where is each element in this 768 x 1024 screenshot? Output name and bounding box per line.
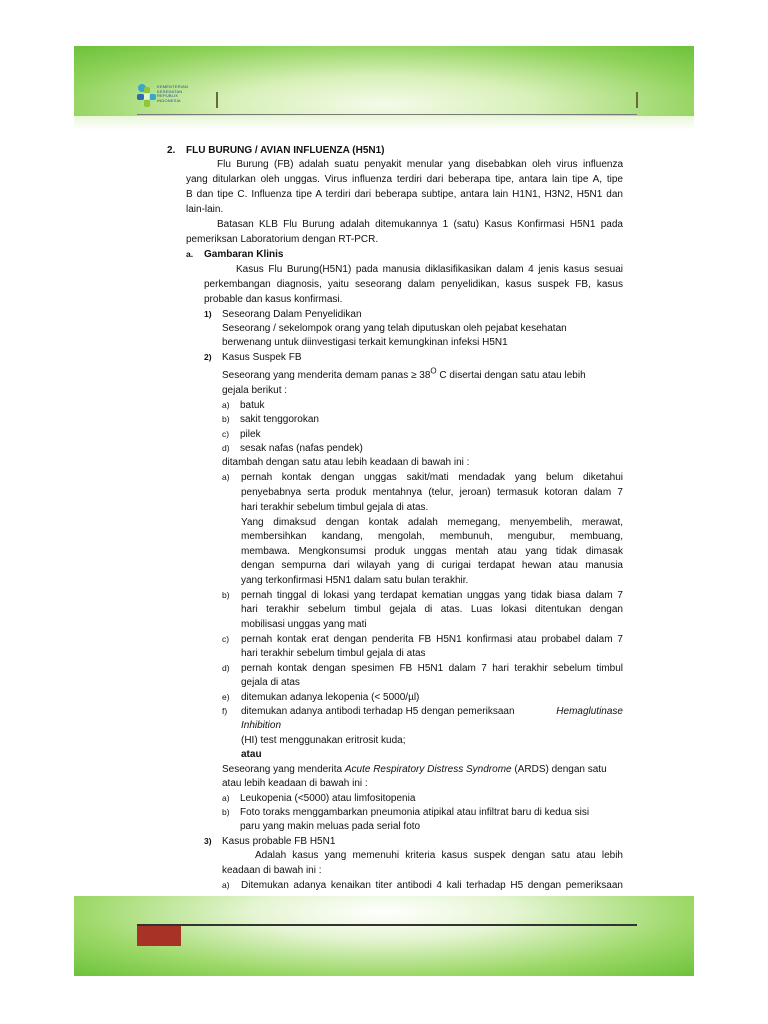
item-title: Seseorang Dalam Penyelidikan <box>222 309 362 320</box>
paragraph-line: hari terakhir sebelum timbul gejala di atas <box>241 648 426 659</box>
paragraph-line: Adalah kasus yang memenuhi kriteria kasus suspek dengan satu atau lebih <box>255 850 623 861</box>
paragraph-line: berwenang untuk diinvestigasi terkait kemungkinan infeksi H5N1 <box>222 337 508 348</box>
paragraph-line: Batasan KLB Flu Burung adalah ditemukannya 1 (satu) Kasus Konfirmasi H5N1 pada <box>217 219 623 230</box>
subsection-title: Gambaran Klinis <box>204 249 284 260</box>
footer-rule <box>137 924 637 926</box>
list-marker: c) <box>222 429 230 439</box>
paragraph-line <box>241 719 281 732</box>
paragraph-line: gejala berikut : <box>222 385 288 396</box>
paragraph-line: B dan tipe C. Influenza tipe A terdiri dari beberapa subtipe, antara lain H1N1, H3N2, H5N1 dan <box>186 189 623 200</box>
list-item: pilek <box>240 429 261 440</box>
paragraph-line: lain-lain. <box>186 204 224 215</box>
kemenkes-logo-icon <box>136 83 158 109</box>
paragraph-line: ditemukan adanya lekopenia (< 5000/µl) <box>241 692 420 703</box>
list-marker: d) <box>222 663 230 673</box>
list-marker: f) <box>222 706 228 716</box>
paragraph-line: keadaan di bawah ini : <box>222 865 322 876</box>
text-span: Seseorang yang menderita <box>222 764 345 775</box>
paragraph-line: (HI) test menggunakan eritrosit kuda; <box>241 735 406 746</box>
list-item: sesak nafas (nafas pendek) <box>240 443 363 454</box>
list-marker: a) <box>222 472 230 482</box>
paragraph-line: mobilisasi unggas yang mati <box>241 619 367 630</box>
paragraph-line: Seseorang / sekelompok orang yang telah diputuskan oleh pejabat kesehatan <box>222 323 567 334</box>
list-marker: b) <box>222 807 230 817</box>
list-marker: b) <box>222 414 230 424</box>
list-marker: a) <box>222 400 230 410</box>
italic-term: Hemaglutinase <box>556 706 623 717</box>
list-marker: e) <box>222 692 230 702</box>
paragraph-line: pemeriksan Laboratorium dengan RT-PCR. <box>186 234 379 245</box>
paragraph-line: atau lebih keadaan di bawah ini : <box>222 778 368 789</box>
paragraph-line: hari terakhir sebelum timbul gejala di atas. Luas lokasi ditentukan dengan <box>241 604 623 615</box>
paragraph-line: Flu Burung (FB) adalah suatu penyakit menular yang disebabkan oleh virus influenza <box>217 159 623 170</box>
paragraph-line: yang ditularkan oleh unggas. Virus influenza terdiri dari beberapa tipe, antara lain tipe A, tipe <box>186 174 623 185</box>
paragraph-line: hari terakhir sebelum timbul gejala di atas. <box>241 502 429 513</box>
paragraph-line <box>241 705 623 718</box>
list-item: sakit tenggorokan <box>240 414 319 425</box>
list-marker: c) <box>222 634 230 644</box>
text-span: (ARDS) dengan satu <box>511 764 607 775</box>
paragraph-line: membersihkan kandang, mengolah, membunuh, mengubur, membuang, <box>241 531 623 542</box>
section-number: 2. <box>167 145 176 156</box>
logo-text <box>157 85 188 103</box>
paragraph-line: pernah tinggal di lokasi yang terdapat kematian unggas yang tidak biasa dalam 7 <box>241 590 623 601</box>
list-item: Leukopenia (<5000) atau limfositopenia <box>240 793 416 804</box>
text-span: Seseorang yang menderita demam panas ≥ 38 <box>222 370 431 381</box>
paragraph-line: gejala di atas <box>241 677 300 688</box>
footer-page-box <box>137 926 181 946</box>
paragraph-line: perkembangan diagnosis, yaitu seseorang dalam penyelidikan, kasus suspek FB, kasus <box>204 279 623 290</box>
paragraph-line: ditambah dengan satu atau lebih keadaan di bawah ini : <box>222 457 470 468</box>
superscript: O <box>430 366 437 376</box>
list-item: batuk <box>240 400 265 411</box>
paragraph-line: yang terkonfirmasi H5N1 dalam satu bulan terakhir. <box>241 575 469 586</box>
section-title: FLU BURUNG / AVIAN INFLUENZA (H5N1) <box>186 145 385 156</box>
list-marker: a) <box>222 880 230 890</box>
paragraph-line: pernah kontak dengan spesimen FB H5N1 dalam 7 hari terakhir sebelum timbul <box>241 663 623 674</box>
paragraph-line: Kasus Flu Burung(H5N1) pada manusia diklasifikasikan dalam 4 jenis kasus sesuai <box>236 264 623 275</box>
header-band-fade <box>74 116 694 130</box>
text-span: C disertai dengan satu atau lebih <box>436 370 586 381</box>
item-title: Kasus Suspek FB <box>222 352 302 363</box>
paragraph-line: Ditemukan adanya kenaikan titer antibodi 4 kali terhadap H5 dengan pemeriksaan <box>241 880 623 891</box>
paragraph-line: membawa. Mengkonsumsi produk unggas mentah atau yang tidak dimasak <box>241 546 623 557</box>
italic-term: Acute Respiratory Distress Syndrome <box>344 764 512 775</box>
paragraph-line <box>222 366 586 382</box>
logo-line: INDONESIA <box>157 97 181 103</box>
paragraph-line: penyebabnya serta produk mentahnya (telur, jeroan) termasuk kotoran dalam 7 <box>241 487 623 498</box>
italic-term: Inhibition <box>241 720 282 731</box>
paragraph-line: dengan sempurna dari wilayah yang di curigai terdapat hewan atau manusia <box>241 560 623 571</box>
text-span: ditemukan adanya antibodi terhadap H5 dengan pemeriksaan <box>241 706 515 717</box>
item-number: 1) <box>204 309 212 319</box>
item-number: 3) <box>204 836 212 846</box>
logo-line: KESEHATAN <box>157 88 183 94</box>
header-rule <box>137 114 637 115</box>
list-item: paru yang makin meluas pada serial foto <box>240 821 421 832</box>
atau-label: atau <box>241 749 262 760</box>
kemenkes-logo <box>136 83 216 111</box>
paragraph-line: probable dan kasus konfirmasi. <box>204 294 343 305</box>
header-divider-left <box>216 92 218 108</box>
list-marker: b) <box>222 590 230 600</box>
header-divider-right <box>636 92 638 108</box>
paragraph-line: pernah kontak dengan unggas sakit/mati mendadak yang belum diketahui <box>241 472 623 483</box>
paragraph-line: Yang dimaksud dengan kontak adalah memegang, menyembelih, merawat, <box>241 517 623 528</box>
logo-line: KEMENTERIAN <box>157 84 189 89</box>
logo-line: REPUBLIK <box>157 93 179 99</box>
list-marker: d) <box>222 443 230 453</box>
item-title: Kasus probable FB H5N1 <box>222 836 336 847</box>
paragraph-line <box>222 763 607 776</box>
subsection-number: a. <box>186 249 194 259</box>
list-item: Foto toraks menggambarkan pneumonia atipikal atau infiltrat baru di kedua sisi <box>240 807 590 818</box>
paragraph-line: pernah kontak erat dengan penderita FB H5N1 konfirmasi atau probabel dalam 7 <box>241 634 623 645</box>
item-number: 2) <box>204 352 212 362</box>
list-marker: a) <box>222 793 230 803</box>
